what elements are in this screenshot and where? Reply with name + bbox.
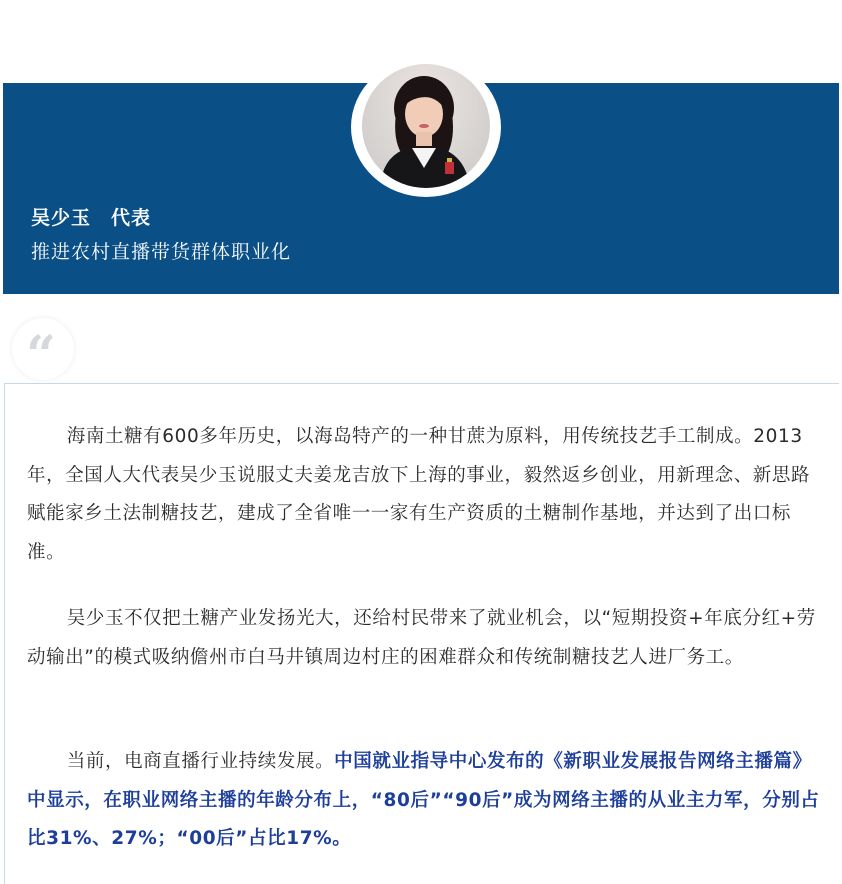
avatar <box>362 64 490 188</box>
paragraph-3-highlight: 中国就业指导中心发布的《新职业发展报告网络主播篇》中显示，在职业网络主播的年龄分布上，“80后”“90后”成为网络主播的从业主力军，分别占比31%、27%；“00后”占比17%。 <box>27 751 820 849</box>
portrait-photo <box>362 64 490 188</box>
delegate-name: 吴少玉 代表 <box>31 207 152 229</box>
paragraph-3-lead: 当前，电商直播行业持续发展。 <box>66 751 335 772</box>
paragraph-2: 吴少玉不仅把土糖产业发扬光大，还给村民带来了就业机会，以“短期投资+年底分红+劳动输出”的模式吸纳儋州市白马井镇周边村庄的困难群众和传统制糖技艺人进厂务工。 <box>27 608 816 668</box>
quote-icon: “ <box>26 325 56 386</box>
header-subtitle: 推进农村直播带货群体职业化 <box>31 241 292 263</box>
paragraph-1: 海南土糖有600多年历史，以海岛特产的一种甘蔗为原料，用传统技艺手工制成。2013年，全国人大代表吴少玉说服丈夫姜龙吉放下上海的事业，毅然返乡创业，用新理念、新思路赋能家乡土法制糖技艺，建成了全省唯一一家有生产资质的土糖制作基地，并达到了出口标准。 <box>27 426 811 563</box>
paragraph-3 <box>27 743 827 859</box>
